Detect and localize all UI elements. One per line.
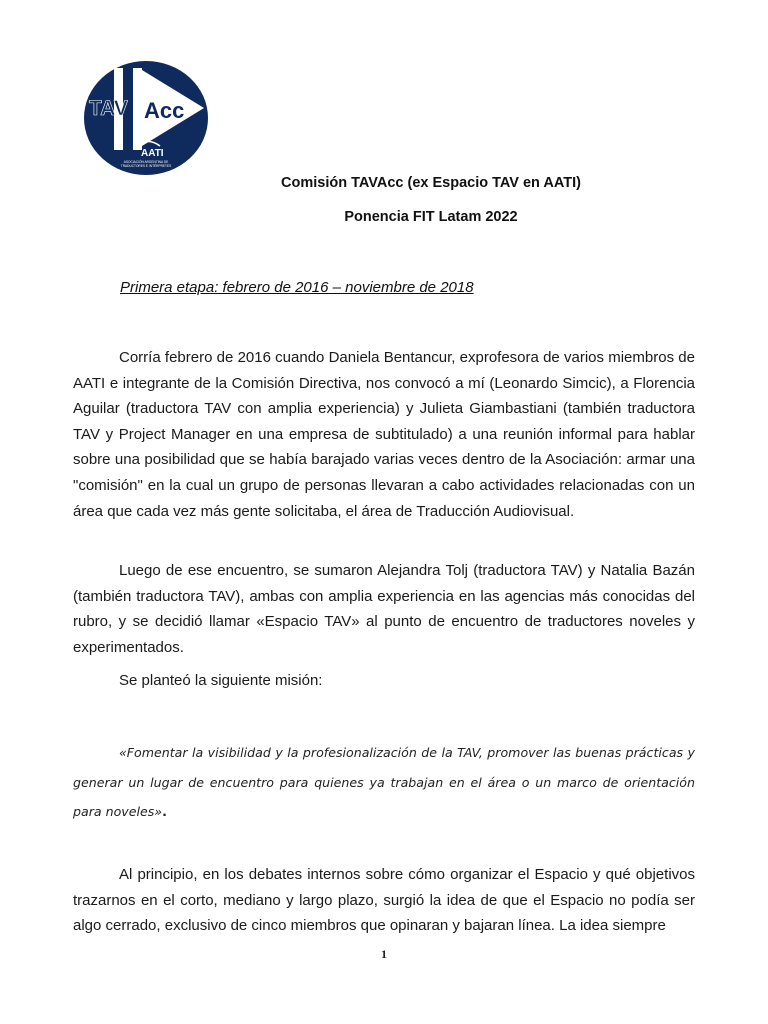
page-number: 1 (381, 947, 387, 961)
mission-quote-end: . (162, 804, 167, 819)
logo-caption-2: TRADUCTORES E INTÉRPRETES (120, 164, 172, 168)
paragraph-4: Al principio, en los debates internos sobre cómo organizar el Espacio y qué objetivos trazarnos en el corto, mediano y largo plazo, surgió la idea de que el Espacio no podía ser algo cerrado, exclusivo de cinco miembros que opinaran y bajaran línea. La idea siempre (73, 866, 695, 935)
tavacc-logo (83, 60, 209, 176)
paragraph-1: Corría febrero de 2016 cuando Daniela Bentancur, exprofesora de varios miembros de AATI e integrante de la Comisión Directiva, nos convocó a mí (Leonardo Simcic), a Florencia Aguilar (traductora TAV con amplia experiencia) y Julieta Giambastiani (también traductora TAV y Project Manager en una empresa de subtitulado) a una reunión informal para hablar sobre una posibilidad que se había barajado varias veces dentro de la Asociación: armar una "comisión" en la cual un grupo de personas llevaran a cabo actividades relacionadas con un área que cada vez más gente solicitaba, el área de Traducción Audiovisual. (73, 349, 695, 520)
paragraph-3: Se planteó la siguiente misión: (119, 672, 323, 689)
logo-text-tav: TAV (89, 97, 128, 120)
logo-text-aati: AATI (141, 148, 164, 159)
logo-text-acc: Acc (144, 98, 185, 123)
logo-caption-1: ASOCIACIÓN ARGENTINA DE (123, 160, 169, 164)
document-title: Comisión TAVAcc (ex Espacio TAV en AATI) (281, 175, 581, 191)
mission-quote (73, 738, 695, 827)
document-subtitle: Ponencia FIT Latam 2022 (344, 209, 518, 225)
mission-quote-text: «Fomentar la visibilidad y la profesionalización de la TAV, promover las buenas prácticas y generar un lugar de encuentro para quienes ya trabajan en el área o un marco de orientación para noveles» (73, 745, 695, 819)
paragraph-2: Luego de ese encuentro, se sumaron Alejandra Tolj (traductora TAV) y Natalia Bazán (también traductora TAV), ambas con amplia experiencia en las agencias más conocidas del rubro, y se decidió llamar «Espacio TAV» al punto de encuentro de traductores noveles y experimentados. (73, 562, 695, 656)
section-heading: Primera etapa: febrero de 2016 – noviembre de 2018 (120, 279, 474, 296)
